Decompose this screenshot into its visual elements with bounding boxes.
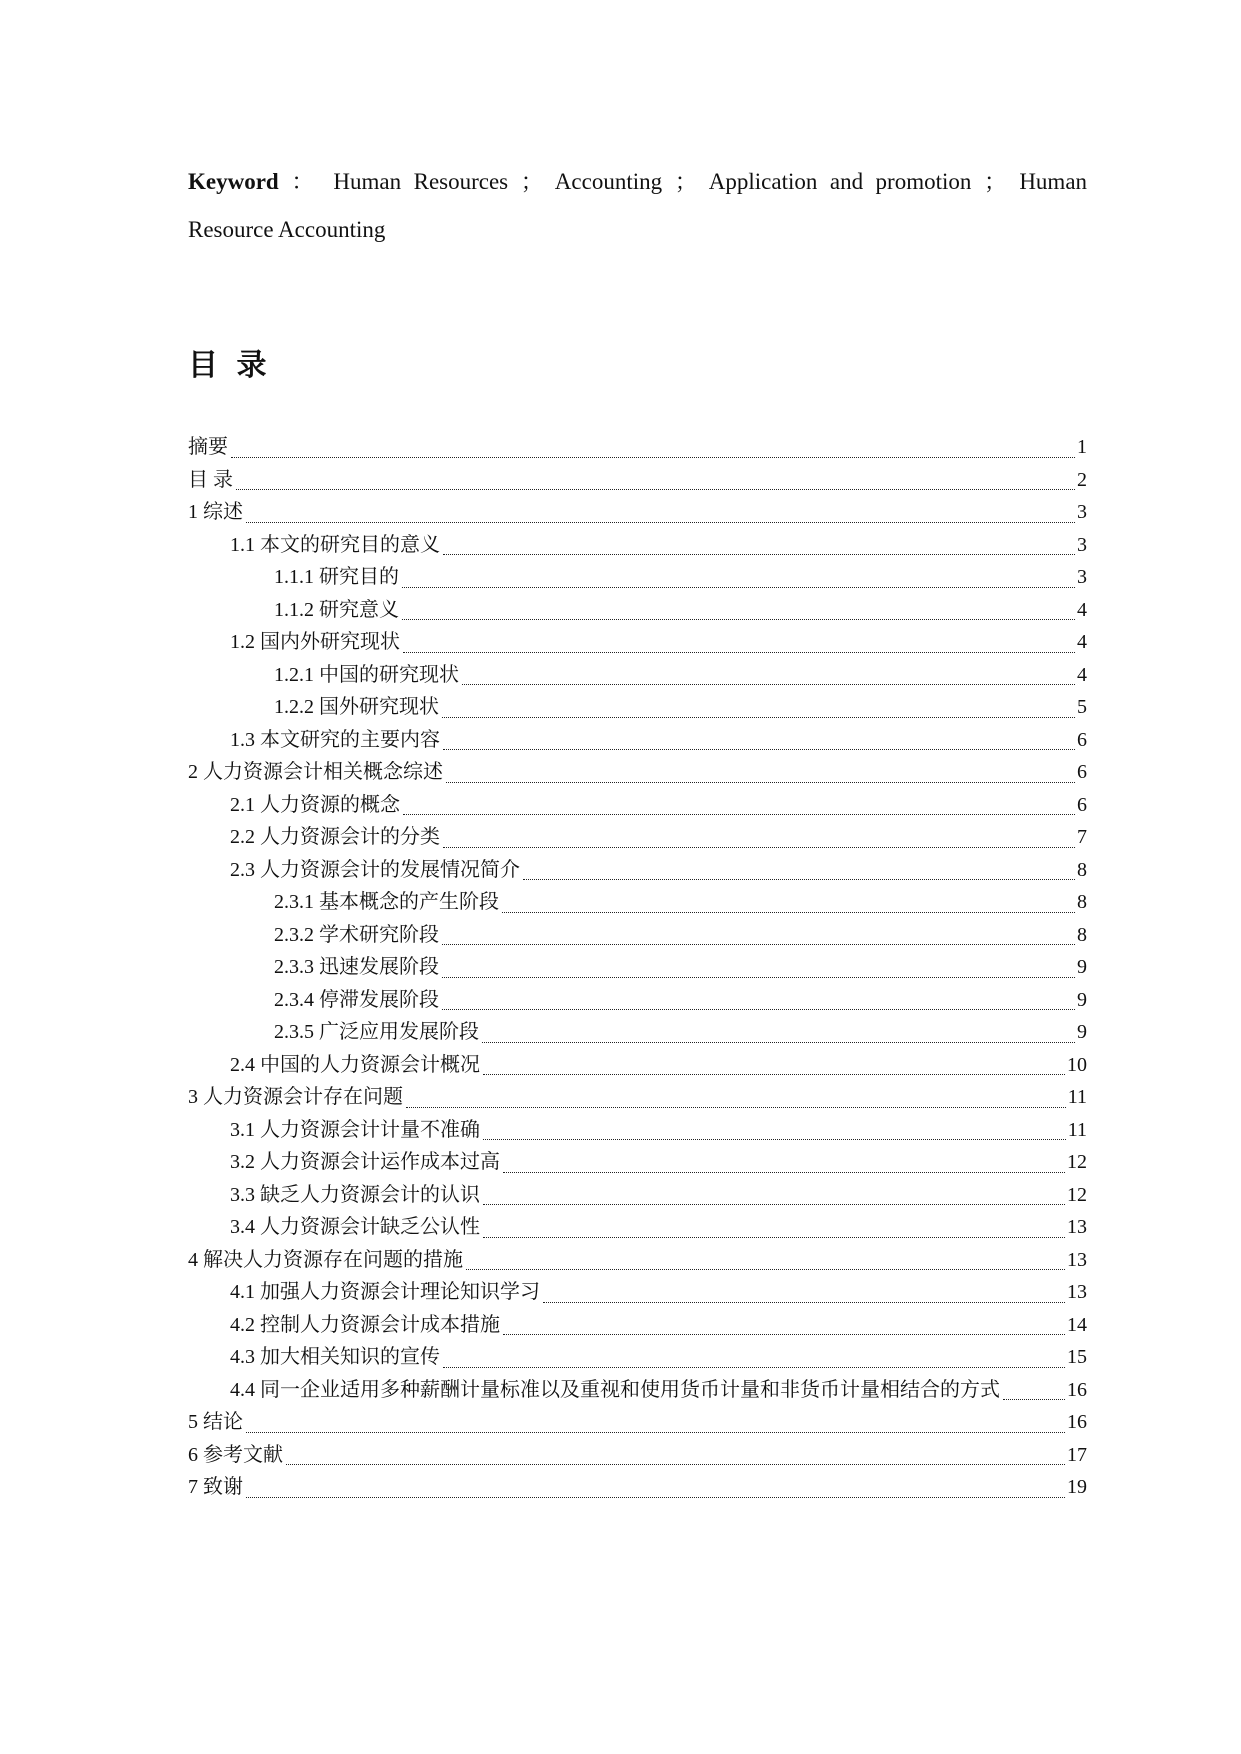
- toc-entry-label: 1.2.1 中国的研究现状: [274, 663, 459, 686]
- toc-leader-dots: [403, 652, 1075, 653]
- toc-leader-dots: [483, 1237, 1065, 1238]
- toc-entry[interactable]: [188, 1374, 1087, 1407]
- toc-leader-dots: [443, 554, 1075, 555]
- keyword-continuation: Resource Accounting: [188, 217, 386, 242]
- toc-entry-page: 8: [1077, 923, 1087, 946]
- toc-entry[interactable]: [188, 789, 1087, 822]
- toc-entry[interactable]: [188, 951, 1087, 984]
- toc-entry[interactable]: [188, 1341, 1087, 1374]
- toc-entry-page: 10: [1067, 1053, 1087, 1076]
- toc-entry-page: 9: [1077, 988, 1087, 1011]
- toc-leader-dots: [1003, 1399, 1065, 1400]
- toc-leader-dots: [231, 457, 1075, 458]
- toc-entry[interactable]: [188, 1276, 1087, 1309]
- toc-leader-dots: [286, 1464, 1065, 1465]
- toc-entry[interactable]: [188, 1439, 1087, 1472]
- toc-entry-page: 7: [1077, 826, 1087, 848]
- toc-leader-dots: [483, 1139, 1066, 1140]
- toc-entry-page: 16: [1067, 1378, 1087, 1401]
- toc-entry[interactable]: [188, 1179, 1087, 1212]
- toc-leader-dots: [446, 782, 1075, 783]
- toc-leader-dots: [483, 1074, 1065, 1075]
- toc-entry[interactable]: [188, 1081, 1087, 1114]
- toc-entry-label: 2.4 中国的人力资源会计概况: [230, 1053, 480, 1076]
- toc-leader-dots: [442, 977, 1075, 978]
- toc-leader-dots: [402, 619, 1075, 620]
- toc-leader-dots: [503, 1172, 1065, 1173]
- toc-leader-dots: [462, 684, 1075, 685]
- toc-entry-page: 3: [1077, 501, 1087, 523]
- toc-entry[interactable]: [188, 724, 1087, 757]
- toc-entry-label: 4.2 控制人力资源会计成本措施: [230, 1313, 500, 1336]
- toc-leader-dots: [402, 587, 1075, 588]
- toc-entry-label: 3.2 人力资源会计运作成本过高: [230, 1151, 500, 1173]
- toc-entry-page: 6: [1077, 793, 1087, 816]
- toc-entry-label: 3.1 人力资源会计计量不准确: [230, 1118, 480, 1141]
- toc-leader-dots: [502, 912, 1075, 913]
- toc-entry-label: 4 解决人力资源存在问题的措施: [188, 1248, 463, 1271]
- toc-entry[interactable]: [188, 659, 1087, 692]
- toc-leader-dots: [503, 1334, 1065, 1335]
- toc-entry[interactable]: [188, 529, 1087, 562]
- toc-entry-label: 摘要: [188, 436, 228, 458]
- toc-entry-label: 1.1.2 研究意义: [274, 598, 399, 621]
- toc-entry-label: 1.2 国内外研究现状: [230, 631, 400, 653]
- toc-leader-dots: [246, 1497, 1065, 1498]
- toc-entry[interactable]: [188, 1049, 1087, 1082]
- toc-leader-dots: [483, 1204, 1065, 1205]
- toc-entry-page: 12: [1067, 1183, 1087, 1206]
- toc-entry[interactable]: [188, 886, 1087, 919]
- toc-entry[interactable]: [188, 821, 1087, 854]
- toc-entry[interactable]: [188, 1471, 1087, 1504]
- toc-entry-label: 2.1 人力资源的概念: [230, 793, 400, 816]
- keyword-label: Keyword: [188, 169, 279, 194]
- toc-entry-label: 1.1.1 研究目的: [274, 566, 399, 588]
- toc-entry-label: 1.1 本文的研究目的意义: [230, 533, 440, 556]
- toc-leader-dots: [246, 1432, 1065, 1433]
- toc-leader-dots: [442, 944, 1075, 945]
- toc-entry-label: 7 致谢: [188, 1476, 243, 1498]
- toc-leader-dots: [443, 749, 1075, 750]
- toc-entry-label: 3 人力资源会计存在问题: [188, 1086, 403, 1108]
- toc-entry-page: 13: [1067, 1281, 1087, 1303]
- toc-entry[interactable]: [188, 1309, 1087, 1342]
- toc-leader-dots: [406, 1107, 1066, 1108]
- toc-entry[interactable]: [188, 756, 1087, 789]
- toc-entry-page: 3: [1077, 566, 1087, 588]
- toc-entry[interactable]: [188, 496, 1087, 529]
- toc-leader-dots: [236, 489, 1075, 490]
- toc-entry-page: 9: [1077, 956, 1087, 978]
- toc-entry-label: 4.4 同一企业适用多种薪酬计量标准以及重视和使用货币计量和非货币计量相结合的方式: [230, 1378, 1000, 1401]
- table-of-contents: [188, 431, 1087, 1504]
- keyword-line: [188, 158, 1087, 206]
- toc-entry-page: 16: [1067, 1411, 1087, 1433]
- toc-entry[interactable]: [188, 1146, 1087, 1179]
- toc-entry-label: 6 参考文献: [188, 1443, 283, 1466]
- toc-entry-label: 2.3 人力资源会计的发展情况简介: [230, 858, 520, 881]
- toc-entry-label: 目 录: [188, 468, 233, 491]
- toc-entry-page: 1: [1077, 436, 1087, 458]
- toc-entry[interactable]: [188, 626, 1087, 659]
- toc-entry-label: 2.3.3 迅速发展阶段: [274, 956, 439, 978]
- toc-entry-page: 17: [1067, 1443, 1087, 1466]
- keyword-separator: ：: [291, 169, 321, 194]
- toc-entry-page: 9: [1077, 1021, 1087, 1043]
- toc-entry[interactable]: [188, 1114, 1087, 1147]
- toc-entry[interactable]: [188, 1211, 1087, 1244]
- toc-leader-dots: [482, 1042, 1075, 1043]
- toc-entry-label: 2.2 人力资源会计的分类: [230, 826, 440, 848]
- toc-leader-dots: [443, 1367, 1065, 1368]
- toc-entry-page: 8: [1077, 891, 1087, 913]
- toc-entry-page: 19: [1067, 1476, 1087, 1498]
- toc-entry-page: 6: [1077, 728, 1087, 751]
- toc-leader-dots: [543, 1302, 1065, 1303]
- toc-entry-page: 6: [1077, 761, 1087, 783]
- toc-leader-dots: [403, 814, 1075, 815]
- toc-entry-page: 15: [1067, 1346, 1087, 1368]
- toc-entry[interactable]: [188, 984, 1087, 1017]
- toc-entry[interactable]: [188, 1244, 1087, 1277]
- toc-leader-dots: [443, 847, 1075, 848]
- toc-entry[interactable]: [188, 561, 1087, 594]
- toc-leader-dots: [246, 522, 1075, 523]
- toc-entry-page: 13: [1067, 1216, 1087, 1238]
- toc-entry-label: 2.3.5 广泛应用发展阶段: [274, 1021, 479, 1043]
- keyword-terms: Human Resources ； Accounting ； Application and promotion ； Human: [333, 169, 1088, 194]
- toc-leader-dots: [442, 717, 1075, 718]
- toc-entry[interactable]: [188, 1016, 1087, 1049]
- toc-entry-label: 2.3.2 学术研究阶段: [274, 923, 439, 946]
- toc-entry-page: 13: [1067, 1248, 1087, 1271]
- toc-entry-label: 3.3 缺乏人力资源会计的认识: [230, 1183, 480, 1206]
- toc-entry[interactable]: [188, 919, 1087, 952]
- toc-entry-label: 2 人力资源会计相关概念综述: [188, 761, 443, 783]
- toc-entry-label: 1.2.2 国外研究现状: [274, 696, 439, 718]
- toc-leader-dots: [466, 1269, 1065, 1270]
- toc-leader-dots: [442, 1009, 1075, 1010]
- toc-title: 目 录: [188, 348, 271, 383]
- toc-entry-page: 11: [1067, 1086, 1087, 1108]
- toc-entry-label: 1.3 本文研究的主要内容: [230, 728, 440, 751]
- toc-entry-page: 2: [1077, 468, 1087, 491]
- toc-entry-label: 4.1 加强人力资源会计理论知识学习: [230, 1281, 540, 1303]
- toc-entry-page: 5: [1077, 696, 1087, 718]
- toc-entry-page: 4: [1077, 631, 1087, 653]
- toc-entry-page: 4: [1077, 663, 1087, 686]
- toc-entry[interactable]: [188, 691, 1087, 724]
- toc-entry-label: 5 结论: [188, 1411, 243, 1433]
- toc-entry-label: 2.3.4 停滞发展阶段: [274, 988, 439, 1011]
- toc-entry-label: 2.3.1 基本概念的产生阶段: [274, 891, 499, 913]
- toc-entry-page: 11: [1067, 1118, 1087, 1141]
- toc-entry-page: 14: [1067, 1313, 1087, 1336]
- toc-entry[interactable]: [188, 1406, 1087, 1439]
- toc-entry-page: 3: [1077, 533, 1087, 556]
- toc-leader-dots: [523, 879, 1075, 880]
- toc-entry[interactable]: [188, 464, 1087, 497]
- toc-entry[interactable]: [188, 594, 1087, 627]
- toc-entry-label: 3.4 人力资源会计缺乏公认性: [230, 1216, 480, 1238]
- toc-entry-page: 12: [1067, 1151, 1087, 1173]
- toc-entry-page: 4: [1077, 598, 1087, 621]
- toc-entry-page: 8: [1077, 858, 1087, 881]
- toc-entry[interactable]: [188, 431, 1087, 464]
- toc-entry-label: 1 综述: [188, 501, 243, 523]
- toc-entry[interactable]: [188, 854, 1087, 887]
- toc-entry-label: 4.3 加大相关知识的宣传: [230, 1346, 440, 1368]
